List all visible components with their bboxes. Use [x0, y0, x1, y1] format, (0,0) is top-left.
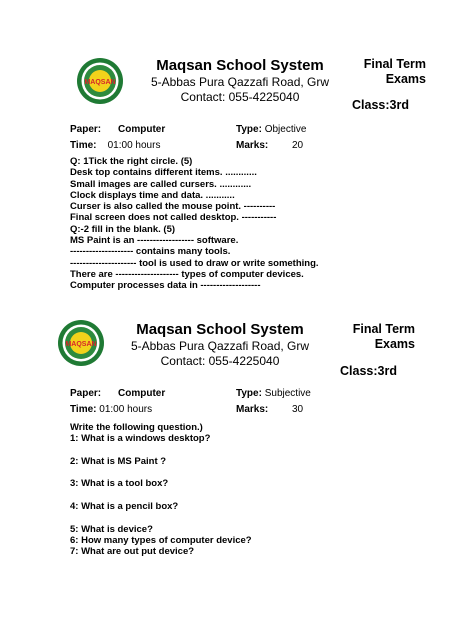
paper-value: Computer — [118, 124, 166, 135]
term-title: Final Term Exams — [352, 322, 415, 351]
question-line: 3: What is a tool box? — [70, 478, 169, 490]
question-line: Desk top contains different items. ............ — [70, 167, 257, 179]
marks-label: Marks: — [236, 404, 269, 415]
question-line: 5: What is device? — [70, 523, 153, 535]
question-line: Curser is also called the mouse point. ---------- — [70, 201, 276, 213]
question-line: Q: 1Tick the right circle. (5) — [70, 156, 193, 167]
school-logo — [76, 57, 124, 105]
question-list — [70, 156, 319, 292]
school-contact: Contact: 055-4225040 — [180, 90, 300, 104]
school-address: 5-Abbas Pura Qazzafi Road, Grw — [150, 75, 330, 89]
marks-value: 30 — [292, 404, 304, 415]
school-name: Maqsan School System — [156, 57, 324, 74]
question-line: Small images are called cursers. ............ — [70, 178, 252, 190]
question-line: 4: What is a pencil box? — [70, 501, 179, 513]
question-line: -------------------- contains many tools. — [70, 246, 231, 258]
marks-value: 20 — [292, 140, 304, 151]
question-line: 6: How many types of computer device? — [70, 534, 252, 546]
school-logo — [57, 319, 105, 367]
svg-text:MAQSAN: MAQSAN — [84, 79, 116, 86]
time-field: Time: 01:00 hours — [70, 404, 153, 415]
question-line: Write the following question.) — [70, 422, 203, 433]
question-line: Q:-2 fill in the blank. (5) — [70, 223, 176, 235]
question-line: Final screen does not called desktop. ----------- — [70, 212, 277, 224]
blank-line — [70, 512, 252, 523]
paper-label: Paper: — [70, 124, 102, 135]
school-name: Maqsan School System — [136, 321, 304, 338]
blank-line — [70, 490, 252, 501]
question-line: 7: What are out put device? — [70, 546, 195, 558]
school-header — [120, 56, 360, 105]
svg-text:MAQSAN: MAQSAN — [65, 341, 97, 348]
blank-line — [70, 467, 252, 478]
question-line: Computer processes data in ------------------- — [70, 280, 261, 292]
school-header — [100, 320, 340, 369]
question-line: 2: What is MS Paint ? — [70, 455, 167, 467]
school-contact: Contact: 055-4225040 — [160, 354, 280, 368]
class-label: Class:3rd — [352, 98, 409, 112]
question-list — [70, 422, 252, 558]
paper-label: Paper: — [70, 388, 102, 399]
type-field: Type: Subjective — [236, 388, 311, 399]
question-line: There are -------------------- types of computer devices. — [70, 268, 304, 280]
blank-line — [70, 445, 252, 456]
paper-value: Computer — [118, 388, 166, 399]
term-title: Final Term Exams — [363, 57, 426, 86]
marks-label: Marks: — [236, 140, 269, 151]
question-line: 1: What is a windows desktop? — [70, 433, 211, 445]
question-line: --------------------- tool is used to draw or write something. — [70, 257, 319, 269]
school-address: 5-Abbas Pura Qazzafi Road, Grw — [130, 339, 310, 353]
class-label: Class:3rd — [340, 364, 397, 378]
type-field: Type: Objective — [236, 124, 307, 135]
question-line: MS Paint is an ------------------ software. — [70, 235, 239, 247]
question-line: Clock displays time and data. ........... — [70, 189, 235, 201]
time-field: Time: 01:00 hours — [70, 140, 161, 151]
